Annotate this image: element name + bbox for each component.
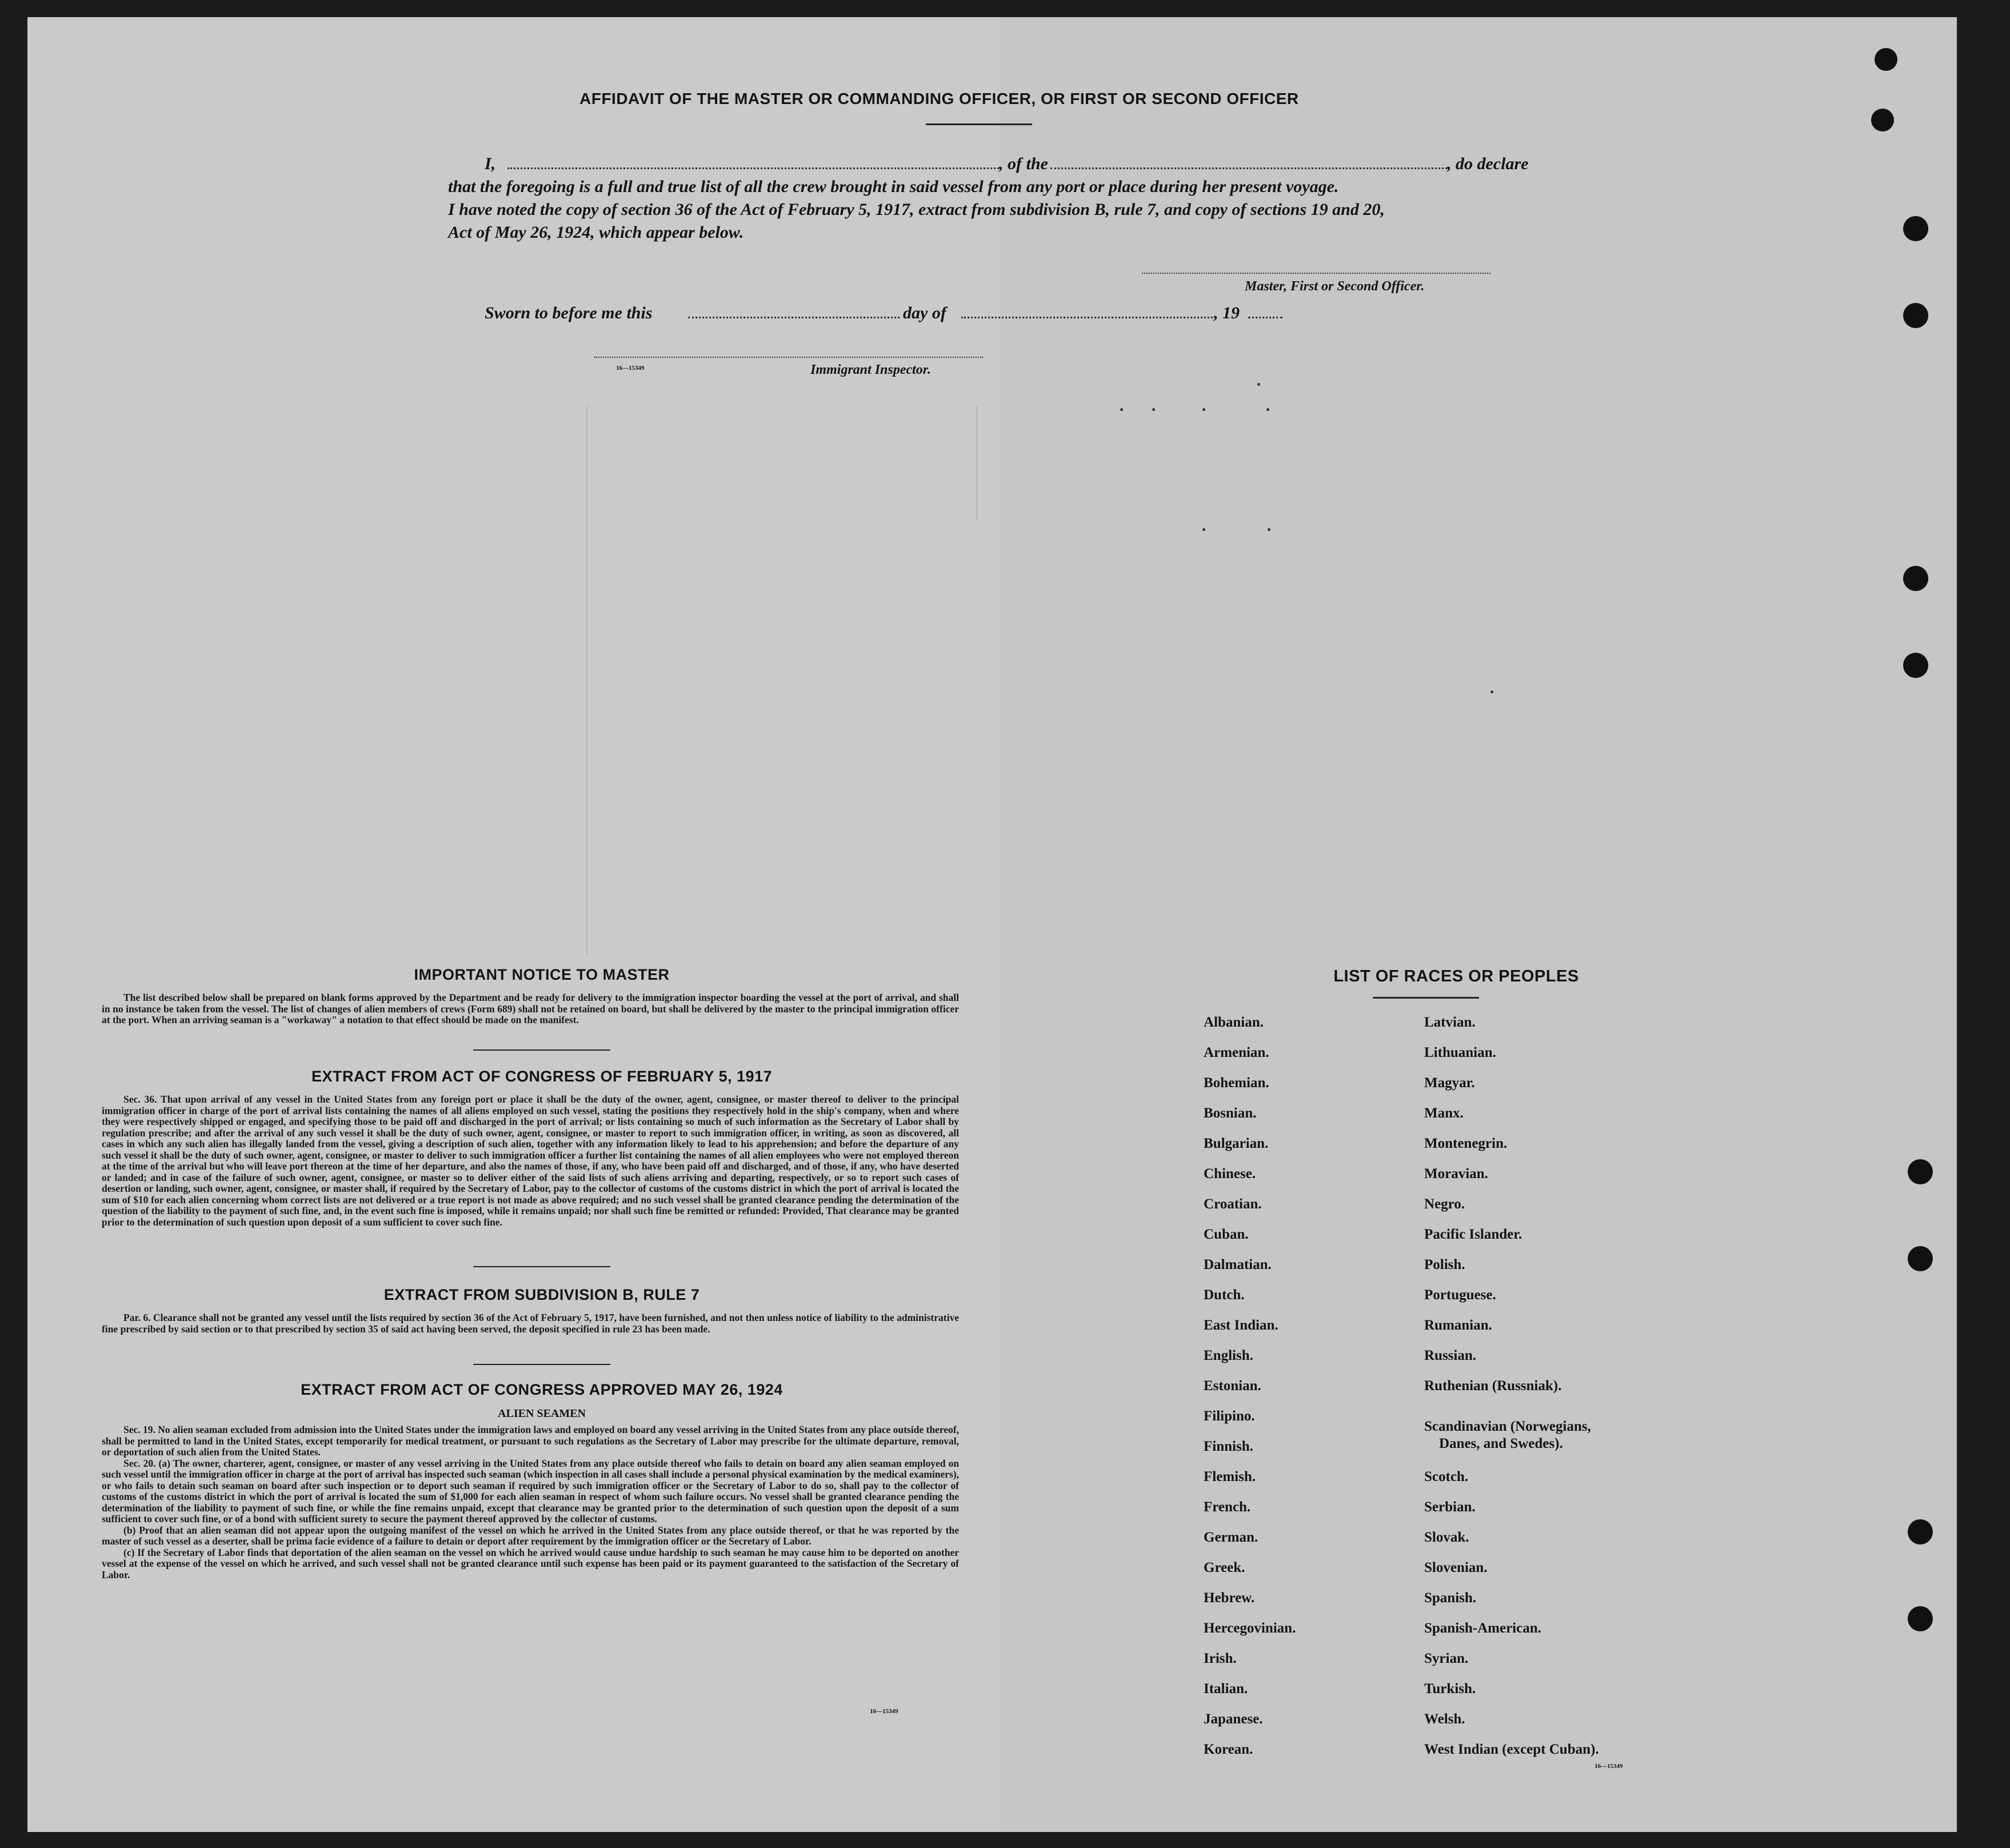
binder-hole	[1875, 48, 1897, 71]
vessel-blank[interactable]	[1050, 167, 1447, 169]
sworn-text-b: day of	[903, 304, 946, 322]
affidavit-line1-b: , of the	[999, 154, 1048, 173]
affidavit-line1-c: , do declare	[1447, 154, 1529, 173]
race-right: Scandinavian (Norwegians,	[1424, 1419, 1591, 1434]
race-left: Filipino.	[1204, 1408, 1255, 1424]
binder-hole	[1903, 566, 1928, 591]
race-right: Scotch.	[1424, 1469, 1469, 1484]
race-right: Portuguese.	[1424, 1287, 1496, 1303]
race-left: Greek.	[1204, 1560, 1245, 1575]
race-right: Slovenian.	[1424, 1560, 1488, 1575]
extract-1917-text	[102, 1094, 959, 1228]
section-rule	[473, 1266, 610, 1267]
section-20b-paragraph: (b) Proof that an alien seaman did not appear upon the outgoing manifest of the vessel on which he arrived in the United States from any place outside thereof, or that he was reported by the master of such vessel as a deserter, shall be prima facie evidence of a failure to detain or deport after requirement by the immigration officer or the Secretary of Labor.	[102, 1524, 959, 1547]
extract-1917-title: EXTRACT FROM ACT OF CONGRESS OF FEBRUARY 5, 1917	[311, 1068, 773, 1085]
race-left: Flemish.	[1204, 1469, 1256, 1484]
race-left: Dutch.	[1204, 1287, 1245, 1303]
race-left: Bohemian.	[1204, 1075, 1269, 1091]
binder-hole	[1903, 303, 1928, 328]
race-left: French.	[1204, 1499, 1251, 1515]
race-left: Estonian.	[1204, 1378, 1261, 1394]
binder-hole	[1908, 1246, 1933, 1271]
form-number-left: 16—15349	[870, 1708, 898, 1715]
race-right: Turkish.	[1424, 1681, 1476, 1697]
race-right: Serbian.	[1424, 1499, 1476, 1515]
speck	[1120, 408, 1123, 411]
race-left: German.	[1204, 1530, 1258, 1545]
race-left: Bosnian.	[1204, 1105, 1257, 1121]
fold-mark	[976, 406, 977, 520]
section-20c-paragraph: (c) If the Secretary of Labor finds that deportation of the alien seaman on the vessel on which he arrived would cause undue hardship to such seaman he may cause him to be deported on another vessel at the expense of the vessel on which he arrived, and such vessel shall not be granted clearance until such expense has been paid or its payment guaranteed to the satisfaction of the Secretary of Labor.	[102, 1546, 959, 1580]
par-6-paragraph: Par. 6. Clearance shall not be granted any vessel until the lists required by section 36 of the Act of February 5, 1917, have been furnished, and not then unless notice of liability to the administrative fine prescribed by said section or to that prescribed by section 35 of said act having been served, the deposit specified in rule 23 has been made.	[102, 1312, 959, 1335]
speck	[1257, 383, 1260, 386]
section-rule	[473, 1364, 610, 1365]
name-blank[interactable]	[508, 167, 999, 169]
binder-hole	[1903, 653, 1928, 678]
race-left: Hercegovinian.	[1204, 1621, 1296, 1636]
race-right: Syrian.	[1424, 1651, 1469, 1666]
inspector-caption: Immigrant Inspector.	[810, 362, 931, 377]
notice-paragraph: The list described below shall be prepared on blank forms approved by the Department and be ready for delivery to the immigration inspector boarding the vessel at the port of arrival, and shall in no instance be taken from the vessel. The list of changes of alien members of crews (Form 689) shall not be retained on board, but shall be delivered by the master to the principal immigration officer at the port. When an arriving seaman is a "workaway" a notation to that effect should be made on the manifest.	[102, 992, 959, 1025]
binder-hole	[1908, 1159, 1933, 1184]
race-left: English.	[1204, 1348, 1253, 1363]
race-right: Slovak.	[1424, 1530, 1469, 1545]
race-left: Armenian.	[1204, 1045, 1269, 1060]
section-36-paragraph: Sec. 36. That upon arrival of any vessel in the United States from any foreign port or place it shall be the duty of the owner, agent, consignee, or master thereof to deliver to the principal immigration officer in charge of the port of arrival lists containing the names of all aliens employed on such vessel, stating the positions they respectively hold in the ship's company, when and where they were respectively shipped or engaged, and specifying those to be paid off and discharged in the port of arrival; or lists containing so much of such information as the Secretary of Labor shall by regulation prescribe; and after the arrival of any such vessel it shall be the duty of such owner, agent, consignee, or master to report to such immigration officer, in writing, as soon as discovered, all cases in which any such alien has illegally landed from the vessel, giving a description of such alien, together with any information likely to lead to his apprehension; and before the departure of any such vessel it shall be the duty of such owner, agent, consignee, or master to deliver to such immigration officer a further list containing the names of all alien employees who were not employed thereon at the time of the arrival but who will leave port thereon at the time of her departure, and also the names of those, if any, who have been paid off and discharged, and of those, if any, who have deserted or landed; and in case of the failure of such owner, agent, consignee, or master so to deliver either of the said lists of such aliens arriving and departing, respectively, or so to report such cases of desertion or landing, such owner, agent, consignee, or master shall, if required by the Secretary of Labor, pay to the collector of customs of the customs district in which the port of arrival is located the sum of $10 for each alien concerning whom correct lists are not delivered or a true report is not made as above required; and no such vessel shall be granted clearance pending the determination of the question of the liability to the payment of such fine, and, in the event such fine is imposed, while it remains unpaid; nor shall such fine be remitted or refunded: Provided, That clearance may be granted prior to the determination of such question upon deposit of a sum sufficient to cover such fine.	[102, 1093, 959, 1228]
month-blank[interactable]	[961, 317, 1213, 318]
race-right: West Indian (except Cuban).	[1424, 1742, 1599, 1757]
sworn-text-c: , 19	[1214, 304, 1240, 322]
day-blank[interactable]	[688, 317, 900, 318]
race-right: Spanish.	[1424, 1590, 1477, 1606]
signature-caption: Master, First or Second Officer.	[1245, 279, 1425, 294]
race-right: Polish.	[1424, 1257, 1465, 1272]
affidavit-line1-a: I,	[485, 154, 496, 173]
race-right: Latvian.	[1424, 1015, 1476, 1030]
race-left: Irish.	[1204, 1651, 1237, 1666]
race-right: Negro.	[1424, 1196, 1465, 1212]
affidavit-line3: I have noted the copy of section 36 of the Act of February 5, 1917, extract from subdivision B, rule 7, and copy of sections 19 and 20,	[448, 200, 1385, 219]
fold-mark	[586, 406, 588, 955]
document-sheet	[27, 17, 1957, 1832]
form-number-top: 16—15349	[616, 365, 645, 372]
section-rule	[473, 1049, 610, 1051]
race-left: Japanese.	[1204, 1711, 1263, 1727]
notice-text	[102, 992, 959, 1026]
notice-title: IMPORTANT NOTICE TO MASTER	[414, 966, 670, 983]
race-left: Croatian.	[1204, 1196, 1262, 1212]
race-left: Cuban.	[1204, 1227, 1249, 1242]
section-19-paragraph: Sec. 19. No alien seaman excluded from admission into the United States under the immigration laws and employed on board any vessel arriving in the United States from any place outside thereof, shall be permitted to land in the United States, except temporarily for medical treatment, or pursuant to such regulations as the Secretary of Labor may prescribe for the ultimate departure, removal, or deportation of such alien from the United States.	[102, 1424, 959, 1458]
year-blank[interactable]	[1248, 317, 1282, 318]
race-right: Spanish-American.	[1424, 1621, 1541, 1636]
race-right: Lithuanian.	[1424, 1045, 1496, 1060]
title-rule	[926, 123, 1032, 125]
race-left: Finnish.	[1204, 1439, 1253, 1454]
signature-line[interactable]	[1142, 273, 1490, 274]
affidavit-line4: Act of May 26, 1924, which appear below.	[448, 223, 744, 242]
sworn-text-a: Sworn to before me this	[485, 304, 653, 322]
race-left: Korean.	[1204, 1742, 1253, 1757]
race-right: Pacific Islander.	[1424, 1227, 1523, 1242]
binder-hole	[1908, 1606, 1933, 1631]
race-right: Manx.	[1424, 1105, 1464, 1121]
race-right: Magyar.	[1424, 1075, 1475, 1091]
races-title-rule	[1373, 997, 1479, 999]
race-left: Albanian.	[1204, 1015, 1264, 1030]
speck	[1266, 408, 1269, 411]
race-left: Dalmatian.	[1204, 1257, 1272, 1272]
race-right: Russian.	[1424, 1348, 1477, 1363]
affidavit-title: AFFIDAVIT OF THE MASTER OR COMMANDING OFFICER, OR FIRST OR SECOND OFFICER	[580, 90, 1299, 107]
race-right: Rumanian.	[1424, 1318, 1492, 1333]
race-right: Moravian.	[1424, 1166, 1488, 1182]
binder-hole	[1871, 109, 1894, 131]
race-left: Hebrew.	[1204, 1590, 1255, 1606]
extract-1924-title: EXTRACT FROM ACT OF CONGRESS APPROVED MAY 26, 1924	[301, 1381, 783, 1398]
binder-hole	[1908, 1519, 1933, 1544]
race-left: East Indian.	[1204, 1318, 1278, 1333]
race-right: Danes, and Swedes).	[1439, 1436, 1563, 1451]
race-right: Ruthenian (Russniak).	[1424, 1378, 1562, 1394]
rule-7-text	[102, 1312, 959, 1335]
speck	[1490, 690, 1493, 693]
affidavit-line2: that the foregoing is a full and true list of all the crew brought in said vessel from any port or place during her present voyage.	[448, 177, 1339, 196]
race-right: Welsh.	[1424, 1711, 1465, 1727]
race-left: Bulgarian.	[1204, 1136, 1269, 1151]
races-title: LIST OF RACES OR PEOPLES	[1333, 967, 1579, 985]
binder-hole	[1903, 216, 1928, 241]
extract-1924-text	[102, 1424, 959, 1580]
speck	[1268, 528, 1270, 531]
race-left: Italian.	[1204, 1681, 1248, 1697]
speck	[1202, 528, 1205, 531]
inspector-line[interactable]	[594, 357, 983, 358]
rule-7-title: EXTRACT FROM SUBDIVISION B, RULE 7	[383, 1286, 700, 1303]
speck	[1152, 408, 1155, 411]
speck	[1202, 408, 1205, 411]
race-left: Chinese.	[1204, 1166, 1256, 1182]
race-right: Montenegrin.	[1424, 1136, 1508, 1151]
alien-seamen-subtitle: ALIEN SEAMEN	[498, 1407, 586, 1420]
form-number-right: 16—15349	[1595, 1763, 1623, 1770]
section-20a-paragraph: Sec. 20. (a) The owner, charterer, agent, consignee, or master of any vessel arriving in the United States from any place outside thereof who fails to detain on board any alien seaman employed on such vessel until the immigration officer in charge at the port of arrival has inspected such seaman (which inspection in all cases shall include a personal physical examination by the medical examiners), or who fails to detain such seaman on board after such inspection or to deport such seaman if required by such immigration officer or the Secretary of Labor to do so, shall pay to the collector of customs of the customs district in which the port of arrival is located the sum of $1,000 for each alien seaman in respect of whom such failure occurs. No vessel shall be granted clearance pending the determination of the liability to payment of such fine, or while the fine remains unpaid, except that clearance may be granted prior to the determination of such question upon the deposit of a sum sufficient to cover such fine, or of a bond with sufficient surety to secure the payment thereof approved by the collector of customs.	[102, 1457, 959, 1524]
